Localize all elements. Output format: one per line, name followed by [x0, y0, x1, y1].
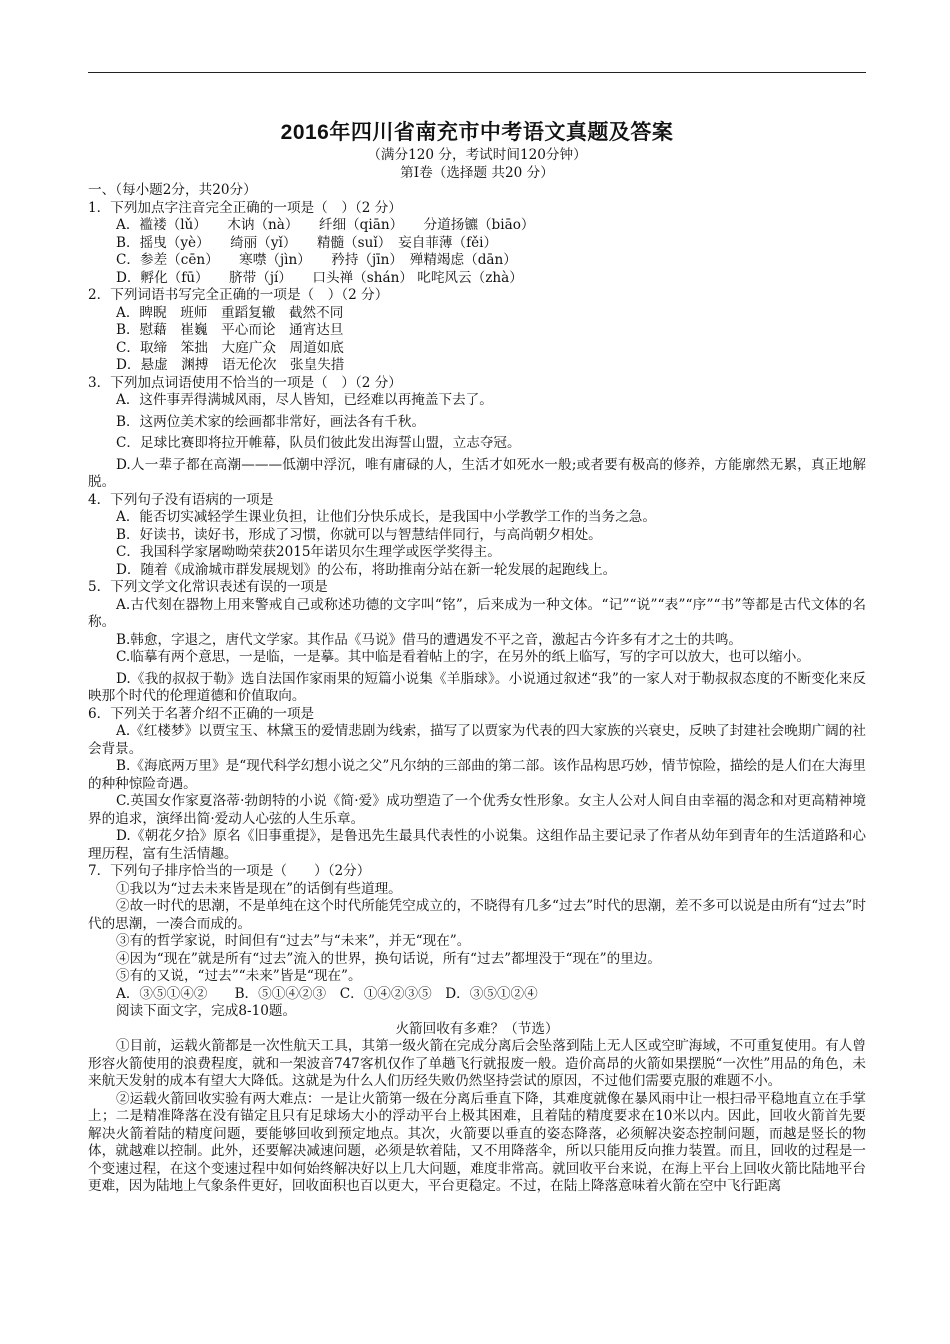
part-heading: 第Ⅰ卷（选择题 共20 分）	[400, 164, 554, 181]
document-title: 2016年四川省南充市中考语文真题及答案	[280, 121, 674, 144]
article-paragraph-1: ①目前，运载火箭都是一次性航天工具，其第一级火箭在完成分离后会坠落到陆上无人区或空旷海域，不可重复使用。有人曾形容火箭使用的浪费程度，就和一架波音747客机仅作了单趟飞行就报废一般。造价高昂的火箭如果摆脱“一次性”用品的角色，未来航天发射的成本有望大大降低。这就是为什么人们历经失败仍然坚持尝试的原因，不过他们需要克服的难题不小。	[88, 1038, 866, 1089]
option-a: A.古代刻在器物上用来警戒自己或称述功德的文字叫“铭”，后来成为一种文体。“记”“说”“表”“序”“书”等都是古代文体的名称。	[88, 596, 866, 630]
option-a: A．能否切实减轻学生课业负担，让他们分快乐成长，是我国中小学教学工作的当务之急。	[116, 509, 656, 525]
question-4	[88, 492, 866, 580]
option-c: C.临摹有两个意思，一是临，一是摹。其中临是看着帖上的字，在另外的纸上临写，写的字可以放大，也可以缩小。	[116, 649, 810, 665]
option-a: A．这件事弄得满城风雨，尽人皆知，已经难以再掩盖下去了。	[116, 392, 493, 408]
question-2	[88, 287, 866, 375]
option-d: D.《朝花夕拾》原名《旧事重提》，是鲁迅先生最具代表性的小说集。这组作品主要记录了作者从幼年到青年的生活道路和心理历程，富有生活情趣。	[88, 828, 866, 862]
question-stem: 3．下列加点词语使用不恰当的一项是（ ）（2 分）	[88, 374, 402, 391]
option-d: D．孵化（fū） 脐带（jí） 口头禅（shán） 叱咤风云（zhà）	[116, 269, 523, 286]
question-6	[88, 706, 866, 864]
option-b: B．这两位美术家的绘画都非常好，画法各有千秋。	[116, 413, 426, 430]
option-c: C．我国科学家屠呦呦荣获2015年诺贝尔生理学或医学奖得主。	[116, 544, 501, 560]
sentence-2: ②故一时代的思潮，不是单纯在这个时代所能凭空成立的，不晓得有几多“过去”时代的思潮，差不多可以说是由所有“过去”时代的思潮，一凑合而成的。	[88, 898, 866, 932]
question-stem: 2．下列词语书写完全正确的一项是（ ）（2 分）	[88, 287, 389, 303]
option-b: B．摇曳（yè） 绮丽（yǐ） 精髓（suǐ） 妄自菲薄（fěi）	[116, 234, 498, 251]
question-stem: 7．下列句子排序恰当的一项是（ ）（2分）	[88, 863, 371, 879]
option-d: D．悬虚 渊搏 语无伦次 张皇失措	[116, 357, 345, 373]
question-stem: 5．下列文学文化常识表述有误的一项是	[88, 579, 328, 595]
option-a: A．褴褛（lǔ） 木讷（nà） 纤细（qiān） 分道扬镳（biāo）	[116, 217, 535, 233]
option-d: D.《我的叔叔于勒》选自法国作家雨果的短篇小说集《羊脂球》。小说通过叙述“我”的一家人对于勒叔叔态度的不断变化来反映那个时代的伦理道德和价值取向。	[88, 670, 866, 704]
option-a: A．睥睨 班师 重蹈复辙 截然不同	[116, 304, 344, 321]
article-title: 火箭回收有多难？（节选）	[395, 1020, 559, 1037]
section-heading: 一、（每小题2分，共20分）	[88, 182, 257, 198]
option-a: A.《红楼梦》以贾宝玉、林黛玉的爱情悲剧为线索，描写了以贾家为代表的四大家族的兴衰史，反映了封建社会晚期广阔的社会背景。	[88, 723, 866, 757]
option-b: B．好读书，读好书，形成了习惯，你就可以与智慧结伴同行，与高尚朝夕相处。	[116, 526, 602, 543]
question-1	[88, 200, 866, 288]
header-rule	[88, 72, 866, 73]
question-5	[88, 579, 866, 706]
option-b: B．慰藉 崔巍 平心而论 通宵达旦	[116, 322, 344, 338]
sentence-4: ④因为“现在”就是所有“过去”流入的世界，换句话说，所有“过去”都埋没于“现在”的里边。	[116, 950, 661, 967]
sentence-1: ①我以为“过去未来皆是现在”的话倒有些道理。	[116, 880, 402, 897]
option-d: D．随着《成渝城市群发展规划》的公布，将助推南分站在新一轮发展的起跑线上。	[116, 561, 617, 578]
question-stem: 1．下列加点字注音完全正确的一项是（ ）（2 分）	[88, 199, 402, 216]
option-b: B.《海底两万里》是“现代科学幻想小说之父”凡尔纳的三部曲的第二部。该作品构思巧妙，情节惊险，描绘的是人们在大海里的种种惊险奇遇。	[88, 758, 866, 792]
option-c: C．参差（cēn） 寒噤（jìn） 矜持（jīn） 殚精竭虑（dān）	[116, 252, 517, 268]
option-c: C．取缔 笨拙 大庭广众 周道如底	[116, 339, 344, 356]
question-stem: 6．下列关于名著介绍不正确的一项是	[88, 705, 315, 722]
question-stem: 4．下列句子没有语病的一项是	[88, 491, 274, 508]
article-paragraph-2: ②运载火箭回收实验有两大难点：一是让火箭第一级在分离后垂直下降，其难度就像在暴风雨中让一根扫帚平稳地直立在手掌上；二是精准降落在没有锚定且只有足球场大小的浮动平台上极其困难，且着陆的精度要求在10米以内。因此，回收火箭首先要解决火箭着陆的精度问题，要能够回收到预定地点。其次，火箭要以垂直的姿态降落，必须解决姿态控制问题，而越是竖长的物体，就越难以控制。此外，还要解决减速问题，必须是软着陆，又不用降落伞，所以只能用反向推力装置。而且，回收的过程是一个变速过程，在这个变速过程中如何始终解决好以上几大问题，难度非常高。就回收平台来说，在海上平台上回收火箭比陆地平台更难，因为陆地上气象条件更好，回收面积也百以更大，平台更稳定。不过，在陆上降落意味着火箭在空中飞行距离	[88, 1090, 866, 1194]
sentence-5: ⑤有的又说，“过去”“未来”皆是“现在”。	[116, 968, 362, 984]
option-c: C．足球比赛即将拉开帷幕，队员们彼此发出海誓山盟，立志夺冠。	[116, 435, 521, 451]
reading-instruction: 阅读下面文字，完成8-10题。	[116, 1003, 297, 1019]
exam-note: （满分120 分，考试时间120分钟）	[367, 147, 587, 163]
question-3	[88, 375, 866, 492]
option-d: D.人一辈子都在高潮———低潮中浮沉，唯有庸碌的人，生活才如死水一般;或者要有极高的修养，方能廓然无累，真正地解脱。	[88, 456, 866, 490]
option-c: C.英国女作家夏洛蒂·勃朗特的小说《简·爱》成功塑造了一个优秀女性形象。女主人公对人间自由幸福的渴念和对更高精神境界的追求，演绎出简·爱动人心弦的人生乐章。	[88, 793, 866, 827]
option-b: B.韩愈，字退之，唐代文学家。其作品《马说》借马的遭遇发不平之音，激起古今许多有才之士的共鸣。	[116, 631, 743, 648]
sentence-3: ③有的哲学家说，时间但有“过去”与“未来”，并无“现在”。	[116, 933, 471, 949]
answer-options: A．③⑤①④② B．⑤①④②③ C．①④②③⑤ D．③⑤①②④	[116, 985, 538, 1002]
question-7	[88, 863, 866, 1003]
document-body	[88, 147, 866, 1196]
